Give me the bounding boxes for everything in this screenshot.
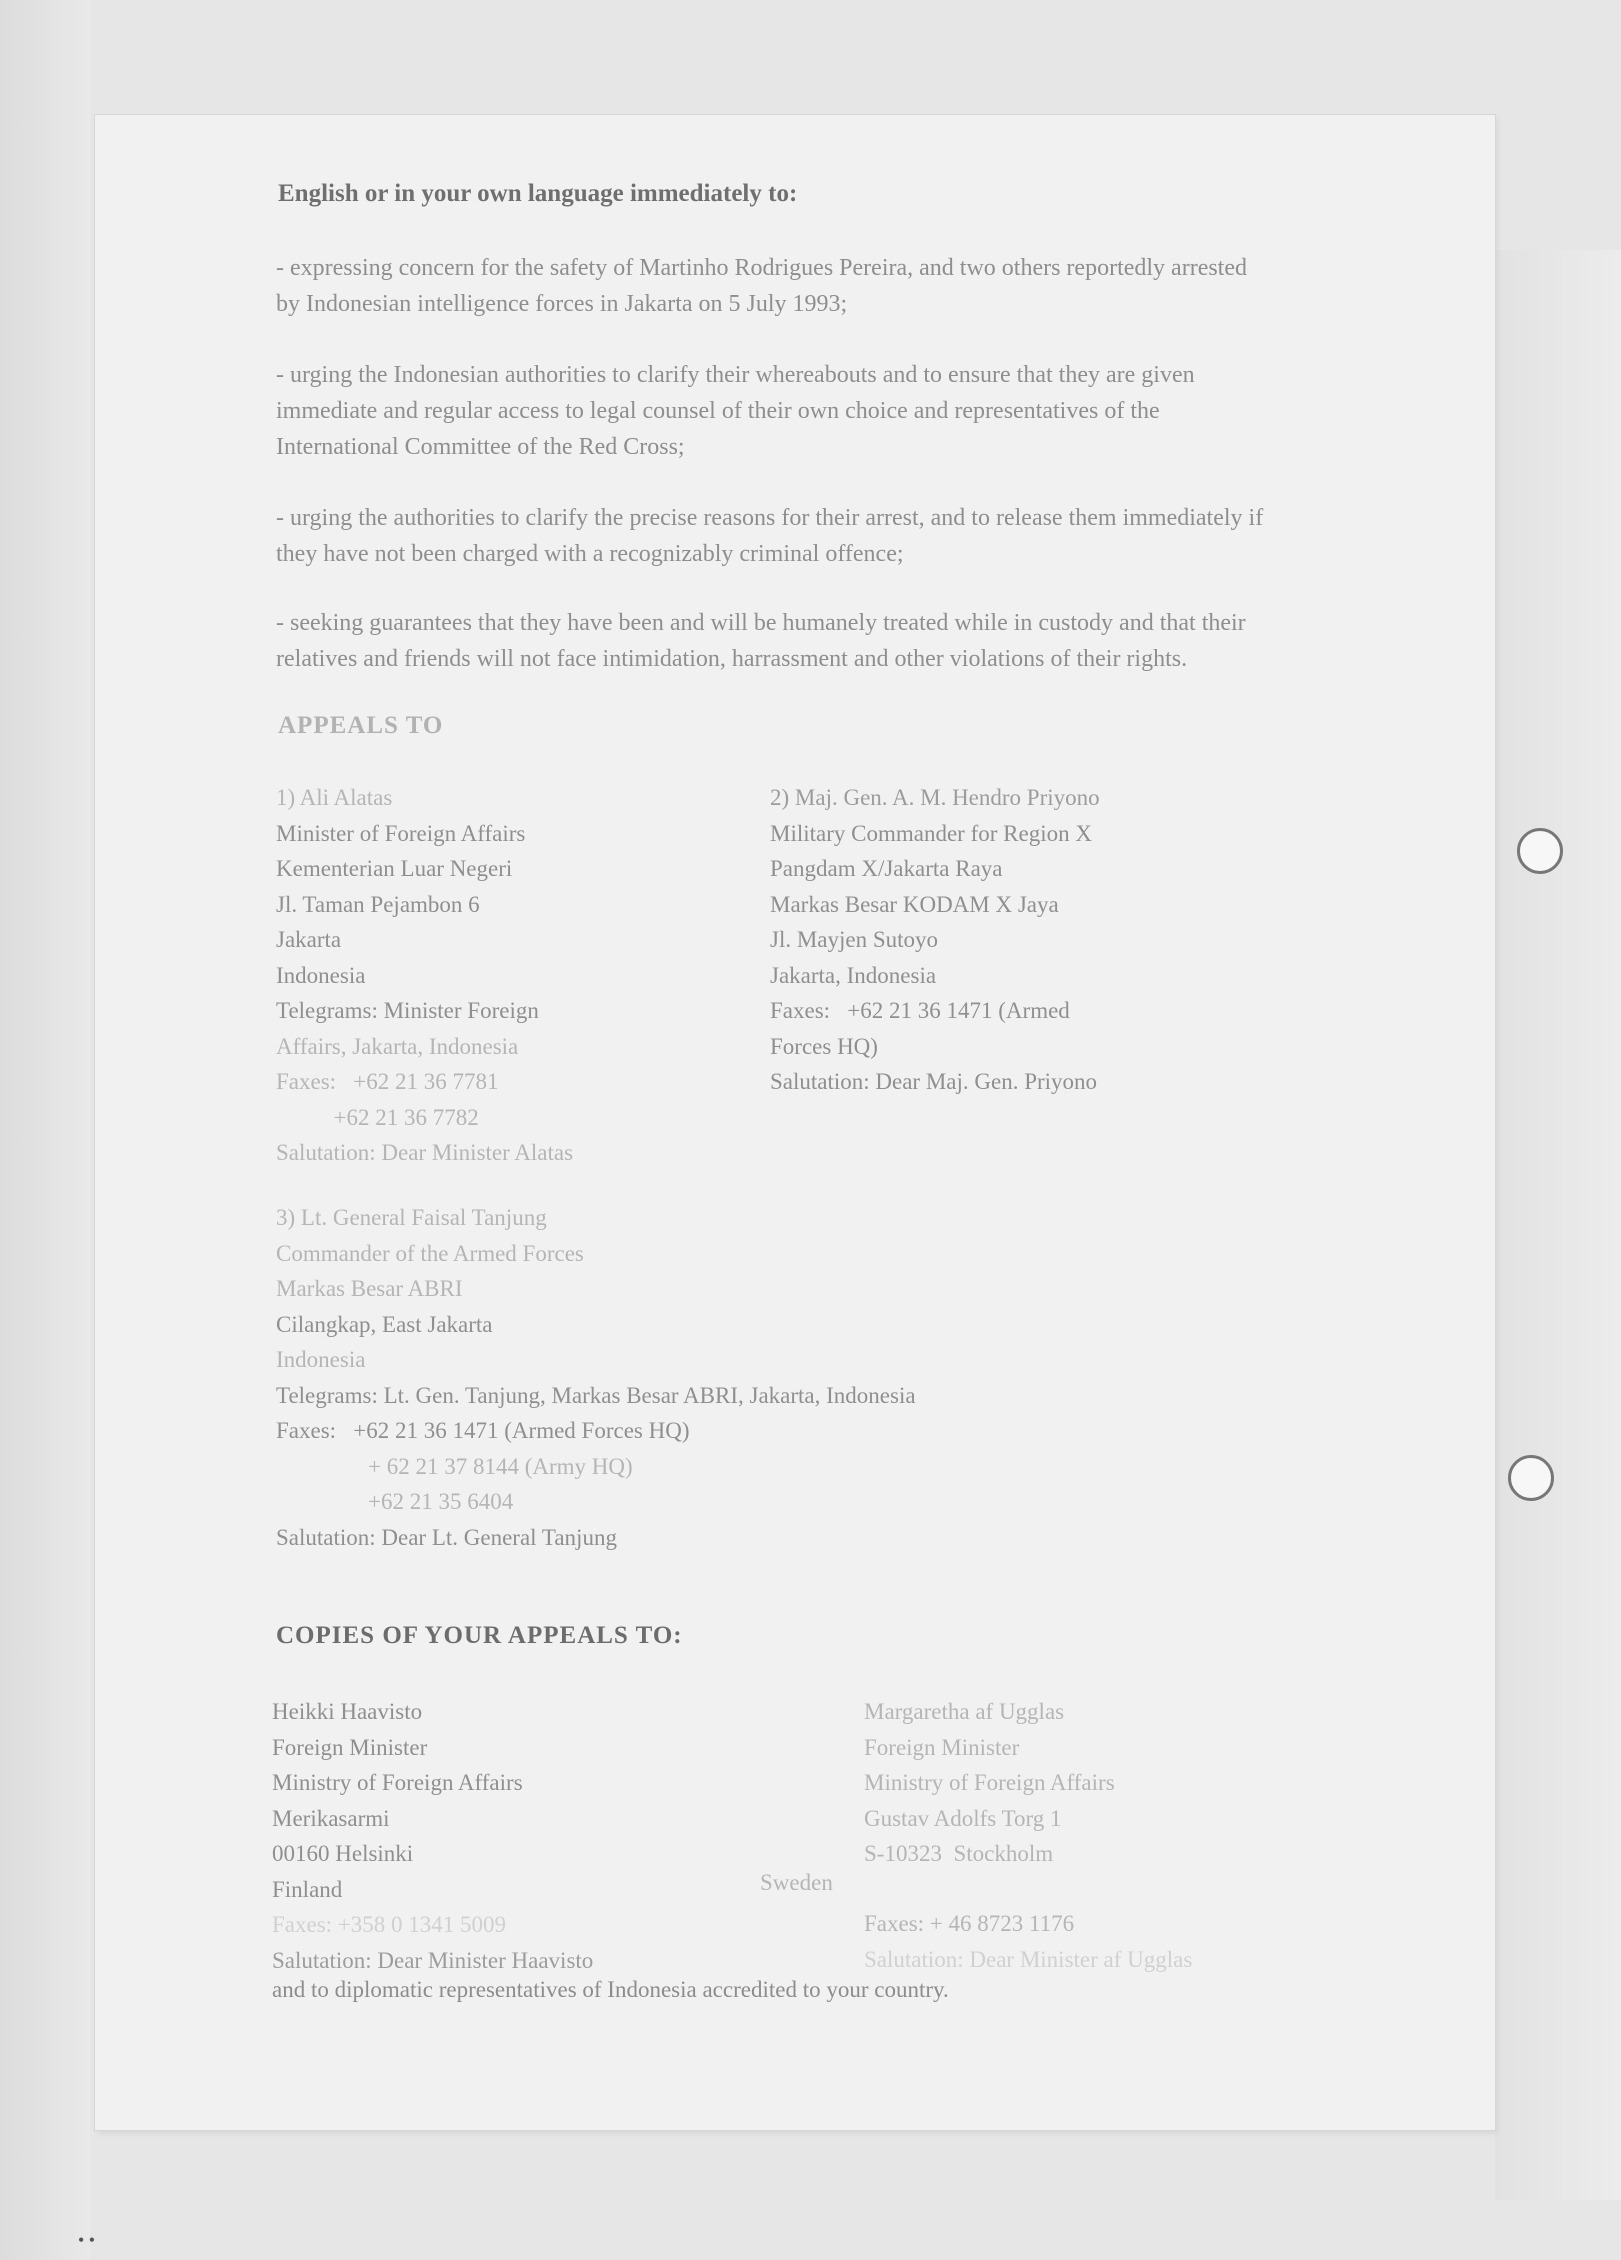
appeal-3-line: Markas Besar ABRI — [276, 1276, 463, 1301]
appeal-3-line: Telegrams: Lt. Gen. Tanjung, Markas Besar ABRI, Jakarta, Indonesia — [276, 1382, 916, 1408]
appeal-2-line: Jakarta, Indonesia — [770, 962, 937, 988]
scan-corner-mark: • • — [78, 2230, 96, 2250]
action-2-line-3: International Committee of the Red Cross; — [276, 434, 685, 460]
copy-address-2 — [864, 1694, 1115, 1872]
appeal-3-line: Commander of the Armed Forces — [276, 1240, 584, 1266]
copy-2-country: Sweden — [760, 1870, 833, 1895]
copies-heading: COPIES OF YOUR APPEALS TO: — [276, 1622, 683, 1649]
closing-line: and to diplomatic representatives of Indonesia accredited to your country. — [272, 1977, 949, 2002]
copy-2-line: Ministry of Foreign Affairs — [864, 1770, 1115, 1795]
appeal-address-2 — [770, 780, 1100, 1100]
appeal-address-3 — [276, 1200, 916, 1555]
appeal-2-line: Military Commander for Region X — [770, 820, 1092, 846]
action-4-line-2: relatives and friends will not face intimidation, harrassment and other violations of their rights. — [276, 646, 1188, 672]
intro-line: English or in your own language immediately to: — [278, 180, 798, 207]
appeal-1-line: Affairs, Jakarta, Indonesia — [276, 1033, 519, 1059]
action-1-line-1: - expressing concern for the safety of Martinho Rodrigues Pereira, and two others reportedly arrested — [276, 255, 1248, 281]
action-paragraph-1 — [276, 250, 1476, 322]
appeal-3-line: Salutation: Dear Lt. General Tanjung — [276, 1524, 617, 1550]
scan-shadow-left — [0, 0, 90, 2260]
copy-1-line: Faxes: +358 0 1341 5009 — [272, 1912, 507, 1937]
appeal-1-line: Salutation: Dear Minister Alatas — [276, 1140, 574, 1165]
copy-1-line: Ministry of Foreign Affairs — [272, 1770, 523, 1795]
action-paragraph-4 — [276, 605, 1476, 677]
appeal-1-line: Indonesia — [276, 962, 366, 988]
copy-2-line: Faxes: + 46 8723 1176 — [864, 1911, 1075, 1936]
appeal-1-line: Jl. Taman Pejambon 6 — [276, 891, 480, 917]
action-1-line-2: by Indonesian intelligence forces in Jakarta on 5 July 1993; — [276, 291, 848, 317]
copy-1-line: Merikasarmi — [272, 1805, 390, 1831]
action-2-line-2: immediate and regular access to legal counsel of their own choice and representatives of the — [276, 398, 1160, 424]
copy-1-line: Heikki Haavisto — [272, 1699, 423, 1724]
copy-1-line: 00160 Helsinki — [272, 1841, 414, 1866]
appeal-2-line: Jl. Mayjen Sutoyo — [770, 927, 939, 952]
copy-address-1 — [272, 1694, 593, 1978]
appeal-3-line: Cilangkap, East Jakarta — [276, 1311, 493, 1337]
action-2-line-1: - urging the Indonesian authorities to clarify their whereabouts and to ensure that they are given — [276, 362, 1195, 388]
copy-1-line: Foreign Minister — [272, 1734, 428, 1760]
copy-address-2-continued — [864, 1906, 1192, 1977]
appeal-2-line: Faxes: +62 21 36 1471 (Armed — [770, 998, 1070, 1023]
appeal-2-line: Pangdam X/Jakarta Raya — [770, 856, 1003, 881]
copy-2-line: Margaretha af Ugglas — [864, 1699, 1065, 1724]
appeal-1-line: Jakarta — [276, 927, 342, 952]
appeal-2-line: Salutation: Dear Maj. Gen. Priyono — [770, 1069, 1098, 1094]
appeal-2-line: Forces HQ) — [770, 1033, 878, 1059]
appeal-1-line: Minister of Foreign Affairs — [276, 820, 526, 846]
appeal-1-line: 1) Ali Alatas — [276, 785, 393, 810]
action-3-line-1: - urging the authorities to clarify the precise reasons for their arrest, and to release them immediately if — [276, 505, 1264, 531]
appeal-3-line: 3) Lt. General Faisal Tanjung — [276, 1205, 547, 1230]
appeal-3-line: Indonesia — [276, 1347, 366, 1372]
appeal-2-line: 2) Maj. Gen. A. M. Hendro Priyono — [770, 785, 1100, 810]
appeal-1-line: Telegrams: Minister Foreign — [276, 998, 539, 1023]
copy-2-line: Gustav Adolfs Torg 1 — [864, 1805, 1062, 1831]
appeal-1-line: +62 21 36 7782 — [276, 1104, 479, 1130]
copy-2-line: Salutation: Dear Minister af Ugglas — [864, 1946, 1193, 1972]
appeals-heading: APPEALS TO — [278, 712, 444, 739]
appeal-3-line: Faxes: +62 21 36 1471 (Armed Forces HQ) — [276, 1418, 690, 1443]
underlying-page-edge — [1495, 250, 1621, 2200]
copy-1-line: Finland — [272, 1876, 343, 1902]
punch-hole-lower — [1508, 1455, 1554, 1501]
action-paragraph-3 — [276, 500, 1476, 572]
appeal-3-line: + 62 21 37 8144 (Army HQ) — [276, 1453, 633, 1479]
appeal-1-line: Faxes: +62 21 36 7781 — [276, 1069, 499, 1094]
action-paragraph-2 — [276, 357, 1476, 465]
appeal-1-line: Kementerian Luar Negeri — [276, 856, 513, 881]
appeal-3-line: +62 21 35 6404 — [276, 1489, 514, 1514]
copy-1-line: Salutation: Dear Minister Haavisto — [272, 1947, 594, 1973]
punch-hole-upper — [1517, 828, 1563, 874]
copy-2-line: Foreign Minister — [864, 1734, 1020, 1760]
action-4-line-1: - seeking guarantees that they have been and will be humanely treated while in custody and that their — [276, 610, 1246, 636]
appeal-address-1 — [276, 780, 573, 1171]
appeal-2-line: Markas Besar KODAM X Jaya — [770, 891, 1059, 917]
copy-2-line: S-10323 Stockholm — [864, 1841, 1054, 1866]
action-3-line-2: they have not been charged with a recognizably criminal offence; — [276, 541, 904, 567]
